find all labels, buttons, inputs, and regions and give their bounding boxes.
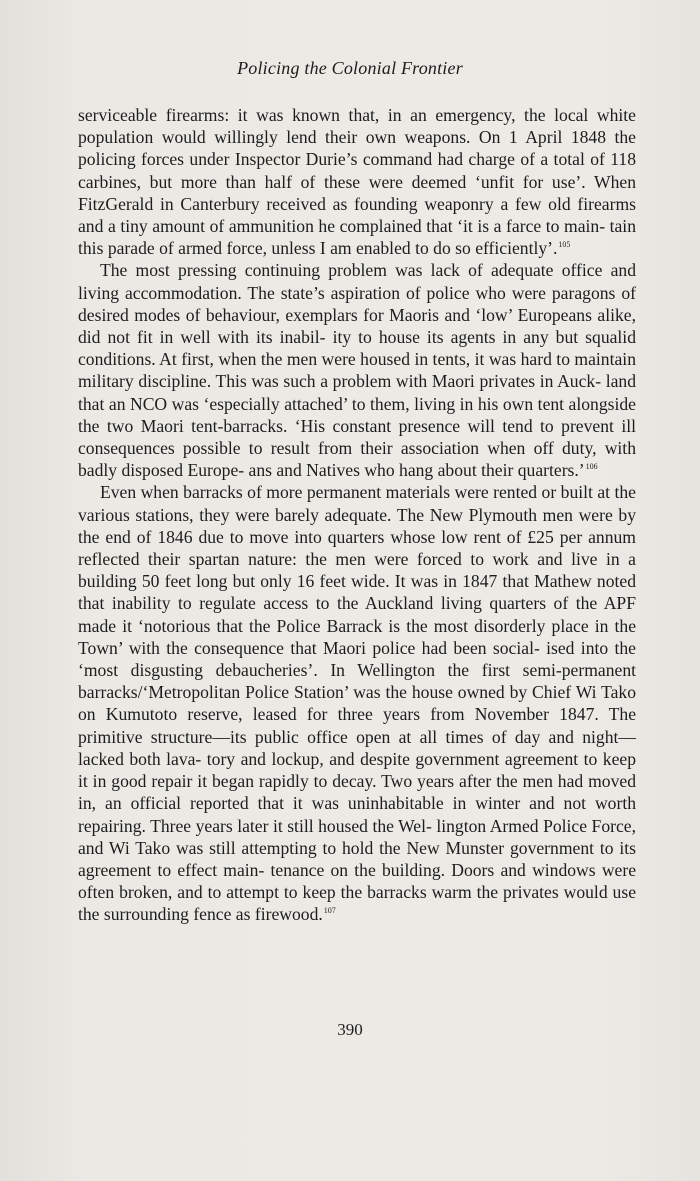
paragraph-2 bbox=[78, 259, 636, 481]
paragraph-1-text: serviceable firearms: it was known that, in an emergency, the local white population would willingly lend their own weapons. On 1 April 1848 the policing forces under Inspector Durie’s command had charge of a total of 118 carbines, but more than half of these were deemed ‘unfit for use’. When FitzGerald in Canterbury received as founding weaponry a few old firearms and a tiny amount of ammunition he complained that ‘it is a farce to main- tain this parade of armed force, unless I am enabled to do so efficiently’. bbox=[78, 105, 636, 259]
footnote-ref-106: 106 bbox=[585, 462, 598, 472]
paragraph-2-text: The most pressing continuing problem was lack of adequate office and living accommodation. The state’s aspiration of police who were paragons of desired modes of behaviour, exemplars for Maoris and ‘low’ Europeans alike, did not fit in well with its inabil- ity to house its agents in any but squalid conditions. At first, when the men were housed in tents, it was hard to maintain military discipline. This was such a problem with Maori privates in Auck- land that an NCO was ‘especially attached’ to them, living in his own tent alongside the two Maori tent-barracks. ‘His constant presence will tend to prevent ill consequences possible to result from their association when off duty, with badly disposed Europe- ans and Natives who hang about their quarters.’ bbox=[78, 260, 636, 481]
paragraph-1 bbox=[78, 104, 636, 259]
page-number: 390 bbox=[337, 1020, 363, 1039]
footnote-ref-105: 105 bbox=[558, 240, 571, 250]
footnote-ref-107: 107 bbox=[323, 906, 336, 916]
paragraph-3-text: Even when barracks of more permanent materials were rented or built at the various stations, they were barely adequate. The New Plymouth men were by the end of 1846 due to move into quarters whose low rent of £25 per annum reflected their spartan nature: the men were forced to work and live in a building 50 feet long but only 16 feet wide. It was in 1847 that Mathew noted that inability to regulate access to the Auckland living quarters of the APF made it ‘notorious that the Police Barrack is the most disorderly place in the Town’ with the consequence that Maori police had been social- ised into the ‘most disgusting debaucheries’. In Wellington the first semi-permanent barracks/‘Metropolitan Police Station’ was the house owned by Chief Wi Tako on Kumutoto reserve, leased for three years from November 1847. The primitive structure—its public office open at all times of day and night—lacked both lava- tory and lockup, and despite government agreement to keep it in good repair it began rapidly to decay. Two years after the men had moved in, an official reported that it was uninhabitable in winter and not worth repairing. Three years later it still housed the Wel- lington Armed Police Force, and Wi Tako was still attempting to hold the New Munster government to its agreement to effect main- tenance on the building. Doors and windows were often broken, and to attempt to keep the barracks warm the privates would use the surrounding fence as firewood. bbox=[78, 482, 636, 925]
paragraph-3 bbox=[78, 481, 636, 925]
body-text bbox=[78, 104, 636, 926]
running-head: Policing the Colonial Frontier bbox=[237, 58, 463, 78]
